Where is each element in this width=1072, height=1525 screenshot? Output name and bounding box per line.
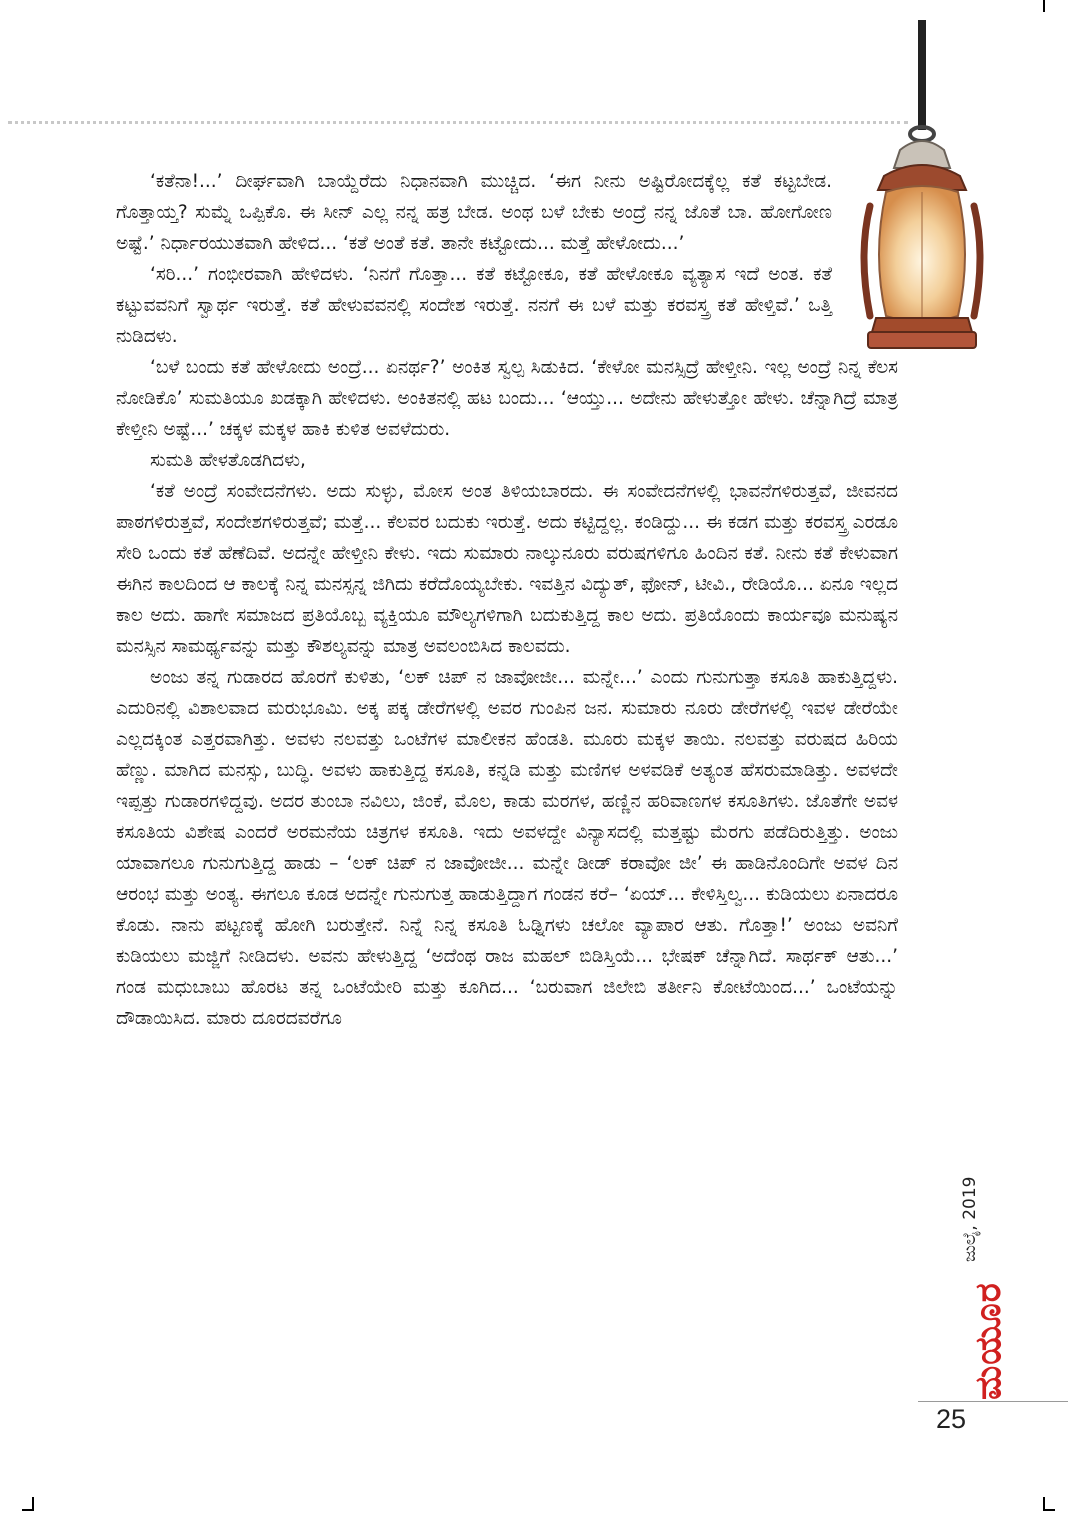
paragraph: ‘ಕತೆನಾ!...’ ದೀರ್ಘವಾಗಿ ಬಾಯ್ದೆರೆದು ನಿಧಾನವಾಗಿ ಮುಚ್ಚಿದ. ‘ಈಗ ನೀನು ಅಷ್ಟಿರೋದಕ್ಕೆಲ್ಲ ಕತೆ ಕಟ್ಟಬೇಡ. ಗೊತ್ತಾಯ್ತ? ಸುಮ್ನೆ ಒಪ್ಪಿಕೊ. ಈ ಸೀನ್ ಎಲ್ಲ ನನ್ನ ಹತ್ರ ಬೇಡ. ಅಂಥ ಬಳೆ ಬೇಕು ಅಂದ್ರೆ ನನ್ನ ಜೊತೆ ಬಾ. ಹೋಗೋಣ ಅಷ್ಟೆ.’ ನಿರ್ಧಾರಯುತವಾಗಿ ಹೇಳಿದ... ‘ಕತೆ ಅಂತೆ ಕತೆ. ತಾನೇ ಕಟ್ಟೋದು... ಮತ್ತೆ ಹೇಳೋದು...’ [116, 171, 832, 254]
footer-rule [918, 1401, 1068, 1402]
page-number: 25 [936, 1404, 967, 1434]
crop-mark [1043, 1509, 1055, 1511]
issue-date: ಜುಲೈ, 2019 [960, 1176, 980, 1262]
paragraph: ‘ಬಳೆ ಬಂದು ಕತೆ ಹೇಳೋದು ಅಂದ್ರೆ... ಏನರ್ಥ?’ ಅಂಕಿತ ಸ್ವಲ್ಪ ಸಿಡುಕಿದ. ‘ಕೇಳೋ ಮನಸ್ಸಿದ್ರೆ ಹೇಳ್ತೀನಿ. ಇಲ್ಲ ಅಂದ್ರೆ ನಿನ್ನ ಕೆಲಸ ನೋಡಿಕೊ’ ಸುಮತಿಯೂ ಖಡಕ್ಕಾಗಿ ಹೇಳಿದಳು. ಅಂಕಿತನಲ್ಲಿ ಹಟ ಬಂದು... ‘ಆಯ್ತು... ಅದೇನು ಹೇಳುತ್ತೋ ಹೇಳು. ಚೆನ್ನಾಗಿದ್ರೆ ಮಾತ್ರ ಕೇಳ್ತೀನಿ ಅಷ್ಟೆ...’ ಚಕ್ಕಳ ಮಕ್ಕಳ ಹಾಕಿ ಕುಳಿತ ಅವಳೆದುರು. [116, 357, 898, 440]
article-body [116, 166, 898, 1034]
dotted-divider [8, 121, 908, 124]
crop-mark [22, 1509, 34, 1511]
crop-mark [1043, 0, 1045, 12]
magazine-logo: ಮಯೂರ [968, 1282, 1009, 1400]
paragraph: ‘ಕತೆ ಅಂದ್ರೆ ಸಂವೇದನೆಗಳು. ಅದು ಸುಳ್ಳು, ಮೋಸ ಅಂತ ತಿಳಿಯಬಾರದು. ಈ ಸಂವೇದನೆಗಳಲ್ಲಿ ಭಾವನೆಗಳಿರುತ್ತವೆ, ಜೀವನದ ಪಾಠಗಳಿರುತ್ತವೆ, ಸಂದೇಶಗಳಿರುತ್ತವೆ; ಮತ್ತೆ... ಕೆಲವರ ಬದುಕು ಇರುತ್ತೆ. ಅದು ಕಟ್ಟಿದ್ದಲ್ಲ. ಕಂಡಿದ್ದು... ಈ ಕಡಗ ಮತ್ತು ಕರವಸ್ತ್ರ ಎರಡೂ ಸೇರಿ ಒಂದು ಕತೆ ಹೆಣೆದಿವೆ. ಅದನ್ನೇ ಹೇಳ್ತೀನಿ ಕೇಳು. ಇದು ಸುಮಾರು ನಾಲ್ಕುನೂರು ವರುಷಗಳಿಗೂ ಹಿಂದಿನ ಕತೆ. ನೀನು ಕತೆ ಕೇಳುವಾಗ ಈಗಿನ ಕಾಲದಿಂದ ಆ ಕಾಲಕ್ಕೆ ನಿನ್ನ ಮನಸ್ಸನ್ನ ಜಿಗಿದು ಕರೆದೊಯ್ಯಬೇಕು. ಇವತ್ತಿನ ವಿದ್ಯುತ್, ಫೋನ್, ಟೀವಿ., ರೇಡಿಯೊ... ಏನೂ ಇಲ್ಲದ ಕಾಲ ಅದು. ಹಾಗೇ ಸಮಾಜದ ಪ್ರತಿಯೊಬ್ಬ ವ್ಯಕ್ತಿಯೂ ಮೌಲ್ಯಗಳಿಗಾಗಿ ಬದುಕುತ್ತಿದ್ದ ಕಾಲ ಅದು. ಪ್ರತಿಯೊಂದು ಕಾರ್ಯವೂ ಮನುಷ್ಯನ ಮನಸ್ಸಿನ ಸಾಮರ್ಥ್ಯವನ್ನು ಮತ್ತು ಕೌಶಲ್ಯವನ್ನು ಮಾತ್ರ ಅವಲಂಬಿಸಿದ ಕಾಲವದು. [116, 481, 898, 657]
paragraph: ‘ಸರಿ...’ ಗಂಭೀರವಾಗಿ ಹೇಳಿದಳು. ‘ನಿನಗೆ ಗೊತ್ತಾ... ಕತೆ ಕಟ್ಟೋಕೂ, ಕತೆ ಹೇಳೋಕೂ ವ್ಯತ್ಯಾಸ ಇದೆ ಅಂತ. ಕತೆ ಕಟ್ಟುವವನಿಗೆ ಸ್ವಾರ್ಥ ಇರುತ್ತೆ. ಕತೆ ಹೇಳುವವನಲ್ಲಿ ಸಂದೇಶ ಇರುತ್ತೆ. ನನಗೆ ಈ ಬಳೆ ಮತ್ತು ಕರವಸ್ತ್ರ ಕತೆ ಹೇಳ್ತಿವೆ.’ ಒತ್ತಿ ನುಡಿದಳು. [116, 264, 832, 347]
paragraph: ಅಂಜು ತನ್ನ ಗುಡಾರದ ಹೊರಗೆ ಕುಳಿತು, ‘ಲಕ್ ಚಿಪ್ ನ ಜಾವೋಜೀ... ಮನ್ನೇ...’ ಎಂದು ಗುನುಗುತ್ತಾ ಕಸೂತಿ ಹಾಕುತ್ತಿದ್ದಳು. ಎದುರಿನಲ್ಲಿ ವಿಶಾಲವಾದ ಮರುಭೂಮಿ. ಅಕ್ಕ ಪಕ್ಕ ಡೇರೆಗಳಲ್ಲಿ ಅವರ ಗುಂಪಿನ ಜನ. ಸುಮಾರು ನೂರು ಡೇರೆಗಳಲ್ಲಿ ಇವಳ ಡೇರೆಯೇ ಎಲ್ಲದಕ್ಕಿಂತ ಎತ್ತರವಾಗಿತ್ತು. ಅವಳು ನಲವತ್ತು ಒಂಟೆಗಳ ಮಾಲೀಕನ ಹೆಂಡತಿ. ಮೂರು ಮಕ್ಕಳ ತಾಯಿ. ನಲವತ್ತು ವರುಷದ ಹಿರಿಯ ಹೆಣ್ಣು. ಮಾಗಿದ ಮನಸ್ಸು, ಬುದ್ಧಿ. ಅವಳು ಹಾಕುತ್ತಿದ್ದ ಕಸೂತಿ, ಕನ್ನಡಿ ಮತ್ತು ಮಣಿಗಳ ಅಳವಡಿಕೆ ಅತ್ಯಂತ ಹೆಸರುಮಾಡಿತ್ತು. ಅವಳದೇ ಇಪ್ಪತ್ತು ಗುಡಾರಗಳಿದ್ದವು. ಅದರ ತುಂಬಾ ನವಿಲು, ಜಿಂಕೆ, ಮೊಲ, ಕಾಡು ಮರಗಳ, ಹಣ್ಣಿನ ಹರಿವಾಣಗಳ ಕಸೂತಿಗಳು. ಜೊತೆಗೇ ಅವಳ ಕಸೂತಿಯ ವಿಶೇಷ ಎಂದರೆ ಅರಮನೆಯ ಚಿತ್ರಗಳ ಕಸೂತಿ. ಇದು ಅವಳದ್ದೇ ವಿನ್ಯಾಸದಲ್ಲಿ ಮತ್ತಷ್ಟು ಮೆರಗು ಪಡೆದಿರುತ್ತಿತ್ತು. ಅಂಜು ಯಾವಾಗಲೂ ಗುನುಗುತ್ತಿದ್ದ ಹಾಡು – ‘ಲಕ್ ಚಿಪ್ ನ ಜಾವೋಜೀ... ಮನ್ನೇ ಡೀಡ್ ಕರಾವೋ ಜೀ’ ಈ ಹಾಡಿನೊಂದಿಗೇ ಅವಳ ದಿನ ಆರಂಭ ಮತ್ತು ಅಂತ್ಯ. ಈಗಲೂ ಕೂಡ ಅದನ್ನೇ ಗುನುಗುತ್ತ ಹಾಡುತ್ತಿದ್ದಾಗ ಗಂಡನ ಕರೆ– ‘ಏಯ್... ಕೇಳಿಸ್ತಿಲ್ವ... ಕುಡಿಯಲು ಏನಾದರೂ ಕೊಡು. ನಾನು ಪಟ್ಟಣಕ್ಕೆ ಹೋಗಿ ಬರುತ್ತೇನೆ. ನಿನ್ನೆ ನಿನ್ನ ಕಸೂತಿ ಓಢ್ನಿಗಳು ಚಲೋ ವ್ಯಾಪಾರ ಆತು. ಗೊತ್ತಾ!’ ಅಂಜು ಅವನಿಗೆ ಕುಡಿಯಲು ಮಜ್ಜಿಗೆ ನೀಡಿದಳು. ಅವನು ಹೇಳುತ್ತಿದ್ದ ‘ಅದೆಂಥ ರಾಜ ಮಹಲ್ ಬಿಡಿಸ್ತಿಯೆ... ಭೇಷಕ್ ಚೆನ್ನಾಗಿದೆ. ಸಾರ್ಥಕ್ ಆತು...’ ಗಂಡ ಮಧುಬಾಬು ಹೊರಟ ತನ್ನ ಒಂಟೆಯೇರಿ ಮತ್ತು ಕೂಗಿದ... ‘ಬರುವಾಗ ಜಿಲೇಬಿ ತರ್ತೀನಿ ಕೋಟೆಯಿಂದ...’ ಒಂಟೆಯನ್ನು ದೌಡಾಯಿಸಿದ. ಮಾರು ದೂರದವರೆಗೂ [116, 667, 898, 1029]
paragraph: ಸುಮತಿ ಹೇಳತೊಡಗಿದಳು, [150, 450, 306, 471]
